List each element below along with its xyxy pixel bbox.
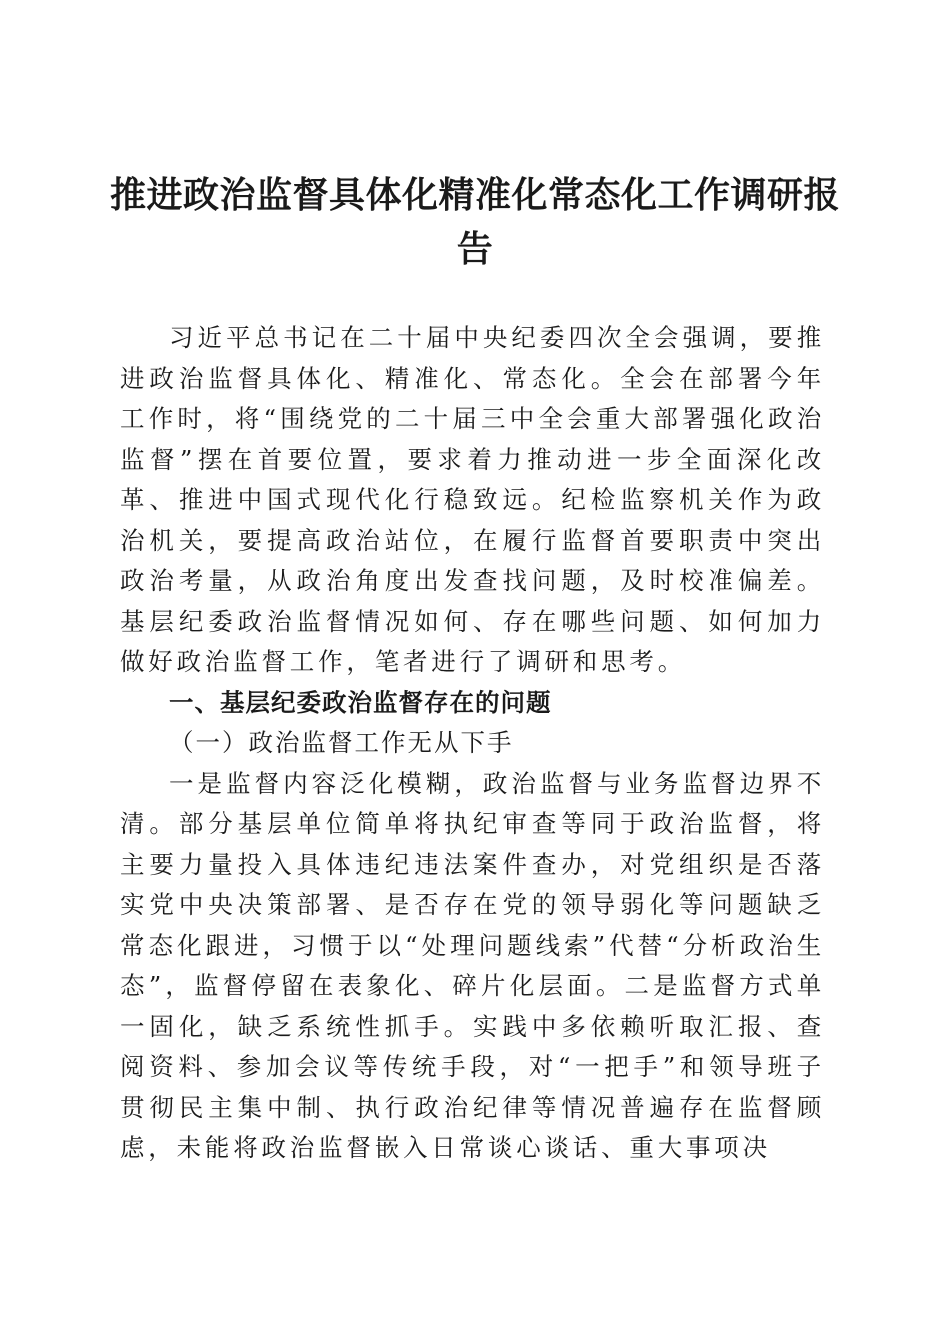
body-paragraph: 一是监督内容泛化模糊，政治监督与业务监督边界不清。部分基层单位简单将执纪审查等同于政治监督，将主要力量投入具体违纪违法案件查办，对党组织是否落实党中央决策部署、是否存在党的领导弱化等问题缺乏常态化跟进，习惯于以“处理问题线索”代替“分析政治生态”，监督停留在表象化、碎片化层面。二是监督方式单一固化，缺乏系统性抓手。实践中多依赖听取汇报、查阅资料、参加会议等传统手段，对“一把手”和领导班子贯彻民主集中制、执行政治纪律等情况普遍存在监督顾虑，未能将政治监督嵌入日常谈心谈话、重大事项决 bbox=[120, 768, 825, 1162]
section-heading: 一、基层纪委政治监督存在的问题 bbox=[169, 687, 552, 717]
document-title bbox=[105, 168, 845, 276]
document-body bbox=[120, 318, 825, 1169]
intro-paragraph: 习近平总书记在二十届中央纪委四次全会强调，要推进政治监督具体化、精准化、常态化。全会在部署今年工作时，将“围绕党的二十届三中全会重大部署强化政治监督”摆在首要位置，要求着力推动进一步全面深化改革、推进中国式现代化行稳致远。纪检监察机关作为政治机关，要提高政治站位，在履行监督首要职责中突出政治考量，从政治角度出发查找问题，及时校准偏差。基层纪委政治监督情况如何、存在哪些问题、如何加力做好政治监督工作，笔者进行了调研和思考。 bbox=[120, 323, 825, 676]
title-line-1: 推进政治监督具体化精准化常态化工作调研报 bbox=[109, 174, 840, 216]
subsection-heading: （一）政治监督工作无从下手 bbox=[169, 728, 514, 757]
title-line-2: 告 bbox=[456, 228, 494, 270]
